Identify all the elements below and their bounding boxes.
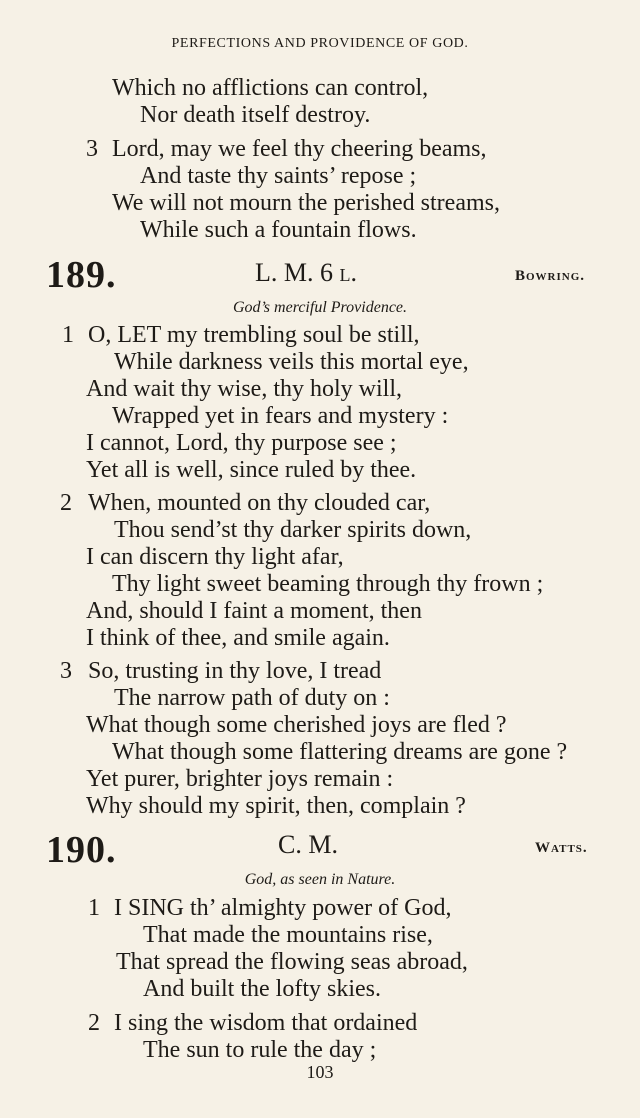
verse-line: We will not mourn the perished streams, xyxy=(112,190,500,216)
hymn-author: Watts. xyxy=(535,840,588,856)
verse-line: Nor death itself destroy. xyxy=(140,102,371,128)
verse-line: Thy light sweet beaming through thy frown ; xyxy=(112,571,544,597)
verse-line: Thou send’st thy darker spirits down, xyxy=(114,517,472,543)
verse-line: What though some cherished joys are fled ? xyxy=(86,712,507,738)
running-head: PERFECTIONS AND PROVIDENCE OF GOD. xyxy=(171,36,469,51)
verse-line: And, should I faint a moment, then xyxy=(86,598,422,624)
verse-line: What though some flattering dreams are gone ? xyxy=(112,739,568,765)
verse-line: That made the mountains rise, xyxy=(143,922,433,948)
hymn-author: Bowring. xyxy=(515,268,586,284)
verse-line: Yet all is well, since ruled by thee. xyxy=(86,457,417,483)
stanza-number: 1 xyxy=(88,895,100,921)
verse-line: I can discern thy light afar, xyxy=(86,544,344,570)
verse-line: And wait thy wise, thy holy will, xyxy=(86,376,402,402)
hymn-meter: L. M. 6 l. xyxy=(255,258,357,287)
verse-line: Lord, may we feel thy cheering beams, xyxy=(112,136,487,162)
stanza-number: 2 xyxy=(60,490,72,516)
verse-line: Yet purer, brighter joys remain : xyxy=(86,766,394,792)
verse-line: And taste thy saints’ repose ; xyxy=(140,163,417,189)
verse-line: When, mounted on thy clouded car, xyxy=(88,490,431,516)
verse-line: I SING th’ almighty power of God, xyxy=(114,895,452,921)
page-number: 103 xyxy=(306,1062,334,1082)
verse-line: Why should my spirit, then, complain ? xyxy=(86,793,466,819)
stanza-number: 3 xyxy=(86,136,98,162)
hymn-meter: C. M. xyxy=(278,830,338,859)
verse-line: While darkness veils this mortal eye, xyxy=(114,349,469,375)
verse-line: While such a fountain flows. xyxy=(140,217,417,243)
verse-line: Which no afflictions can control, xyxy=(112,75,429,101)
hymn-number: 190. xyxy=(46,829,117,871)
verse-line: I sing the wisdom that ordained xyxy=(114,1010,418,1036)
verse-line: I cannot, Lord, thy purpose see ; xyxy=(86,430,397,456)
hymn-subtitle: God’s merciful Providence. xyxy=(232,299,408,316)
hymn-subtitle: God, as seen in Nature. xyxy=(244,871,396,888)
stanza-number: 3 xyxy=(60,658,72,684)
verse-line: So, trusting in thy love, I tread xyxy=(88,658,382,684)
verse-line: The narrow path of duty on : xyxy=(114,685,390,711)
stanza-number: 2 xyxy=(88,1010,100,1036)
hymn-number: 189. xyxy=(46,254,117,296)
verse-line: The sun to rule the day ; xyxy=(143,1037,377,1063)
stanza-number: 1 xyxy=(62,322,74,348)
verse-line: That spread the flowing seas abroad, xyxy=(116,949,468,975)
verse-line: O, LET my trembling soul be still, xyxy=(88,322,420,348)
verse-line: Wrapped yet in fears and mystery : xyxy=(112,403,449,429)
verse-line: I think of thee, and smile again. xyxy=(86,625,390,651)
verse-line: And built the lofty skies. xyxy=(143,976,381,1002)
